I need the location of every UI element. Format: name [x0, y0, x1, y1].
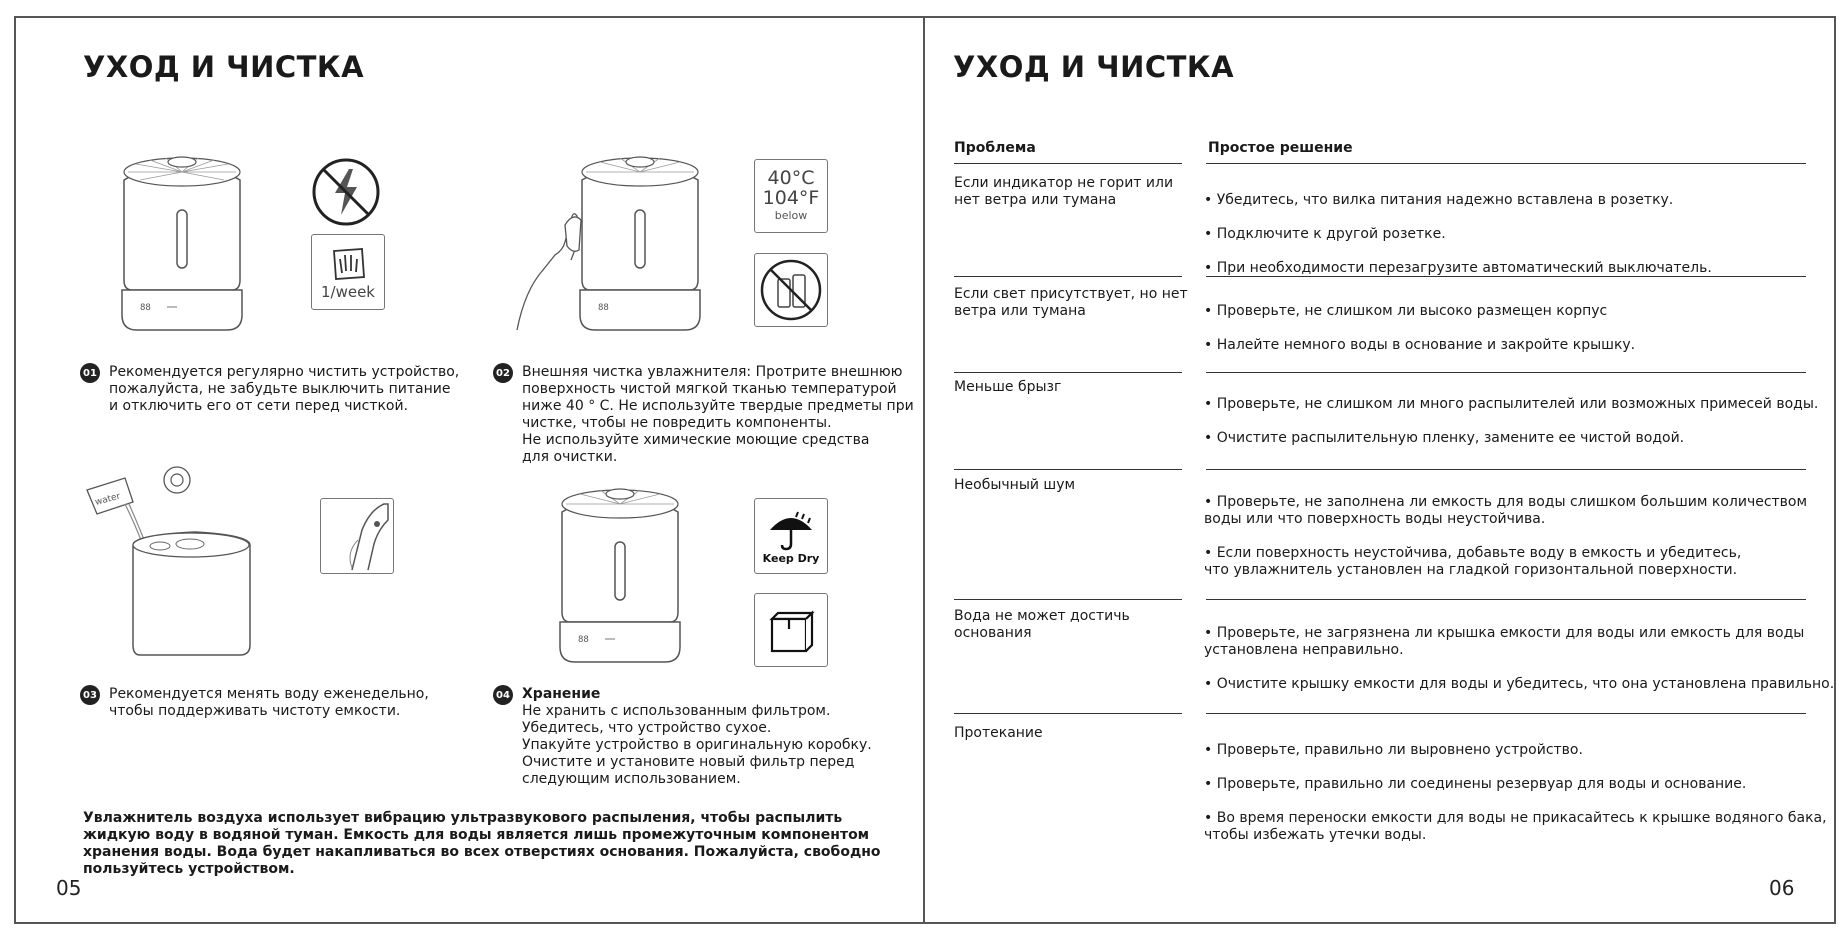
solution-line: • Очистите распылительную пленку, замените ее чистой водой.	[1204, 430, 1685, 446]
row-rule	[954, 276, 1182, 277]
pouring-water-illustration	[85, 460, 260, 660]
step-03	[80, 686, 429, 720]
package-icon	[766, 605, 816, 655]
no-power-icon	[311, 157, 381, 227]
page-divider	[923, 16, 925, 924]
right-page-number: 06	[1769, 876, 1795, 900]
humidifier-illustration-1	[112, 150, 252, 335]
row-rule	[954, 713, 1182, 714]
no-chemicals-icon-box	[754, 253, 828, 327]
problem-cell: Вода не может достичь основания	[954, 608, 1130, 641]
table-header-problem: Проблема	[954, 140, 1036, 156]
step-number: 02	[493, 363, 513, 383]
step-text: Рекомендуется регулярно чистить устройство, пожалуйста, не забудьте выключить питание и отключить его от сети перед чисткой.	[109, 364, 460, 414]
row-rule	[1206, 713, 1806, 714]
cloth-hand-icon	[326, 243, 370, 283]
week-label: 1/week	[320, 283, 375, 301]
keep-dry-label: Keep Dry	[762, 551, 820, 565]
solution-cell	[1204, 379, 1818, 464]
step-02	[493, 364, 914, 466]
problem-cell: Необычный шум	[954, 477, 1076, 493]
left-page-number: 05	[56, 876, 82, 900]
solution-line: • При необходимости перезагрузите автоматический выключатель.	[1204, 260, 1712, 276]
solution-line: • Проверьте, правильно ли соединены резервуар для воды и основание.	[1204, 776, 1747, 792]
solution-cell	[1204, 477, 1807, 596]
table-header-solution: Простое решение	[1208, 140, 1353, 156]
step-01	[80, 364, 459, 415]
solution-line: • Подключите к другой розетке.	[1204, 226, 1446, 242]
detail-nozzle-icon-box	[320, 498, 394, 574]
step-heading: Хранение	[522, 686, 601, 702]
right-page-title: УХОД И ЧИСТКА	[953, 50, 1235, 84]
humidifier-wiping-illustration	[515, 150, 710, 335]
row-rule	[1206, 276, 1806, 277]
keep-dry-icon-box	[754, 498, 828, 574]
svg-text:88: 88	[598, 303, 609, 313]
step-text: Внешняя чистка увлажнителя: Протрите внешнюю поверхность чистой мягкой тканью температурой ниже 40 ° C. Не используйте твердые предметы при чистке, чтобы не повредить компоненты. Не используйте химические моющие средства для очистки.	[522, 364, 914, 465]
water-label: water	[94, 491, 122, 508]
solution-line: • Очистите крышку емкости для воды и убедитесь, что она установлена правильно.	[1204, 676, 1835, 692]
solution-line: • Проверьте, не заполнена ли емкость для воды слишком большим количеством воды или что поверхность воды неустойчива.	[1204, 494, 1808, 527]
weekly-wipe-icon	[311, 234, 385, 310]
usage-note: Увлажнитель воздуха использует вибрацию ультразвукового распыления, чтобы распылить жидкую воду в водяной туман. Емкость для воды является лишь промежуточным компонентом хранения воды. Вода будет накапливаться во всех отверстиях основания. Пожалуйста, свободно пользуйтесь устройством.	[83, 810, 881, 877]
row-rule	[954, 599, 1182, 600]
solution-cell	[1204, 286, 1635, 371]
solution-line: • Проверьте, не слишком ли много распылителей или возможных примесей воды.	[1204, 396, 1819, 412]
problem-cell: Если индикатор не горит или нет ветра или тумана	[954, 175, 1174, 208]
solution-line: • Налейте немного воды в основание и закройте крышку.	[1204, 337, 1636, 353]
solution-line: • Проверьте, не загрязнена ли крышка емкости для воды или емкость для воды установлена неправильно.	[1204, 625, 1805, 658]
temp-fahrenheit: 104°F	[762, 187, 820, 209]
problem-cell: Протекание	[954, 725, 1043, 741]
row-rule	[1206, 469, 1806, 470]
solution-line: • Во время переноски емкости для воды не прикасайтесь к крышке водяного бака, чтобы избежать утечки воды.	[1204, 810, 1827, 843]
temp-celsius: 40°C	[767, 167, 815, 189]
problem-cell: Если свет присутствует, но нет ветра или тумана	[954, 286, 1188, 319]
step-number: 04	[493, 685, 513, 705]
svg-text:88: 88	[578, 635, 589, 645]
step-text: Не хранить с использованным фильтром. Убедитесь, что устройство сухое. Упакуйте устройство в оригинальную коробку. Очистите и установите новый фильтр перед следующим использованием.	[522, 703, 872, 787]
row-rule	[954, 469, 1182, 470]
temp-below: below	[774, 209, 808, 222]
solution-cell	[1204, 725, 1827, 861]
no-chemicals-icon	[758, 257, 824, 323]
step-number: 01	[80, 363, 100, 383]
step-04	[493, 686, 872, 788]
temperature-icon	[754, 159, 828, 233]
humidifier-illustration-2	[550, 482, 690, 667]
step-number: 03	[80, 685, 100, 705]
solution-cell	[1204, 608, 1834, 710]
header-rule-solution	[1206, 163, 1806, 164]
step-text: Рекомендуется менять воду еженедельно, чтобы поддерживать чистоту емкости.	[109, 686, 429, 719]
row-rule	[1206, 372, 1806, 373]
nozzle-detail-icon	[322, 500, 392, 572]
solution-line: • Проверьте, не слишком ли высоко размещен корпус	[1204, 303, 1608, 319]
box-icon-box	[754, 593, 828, 667]
problem-cell: Меньше брызг	[954, 379, 1062, 395]
row-rule	[954, 372, 1182, 373]
umbrella-icon	[766, 508, 816, 552]
left-page-title: УХОД И ЧИСТКА	[83, 50, 365, 84]
solution-line: • Убедитесь, что вилка питания надежно вставлена в розетку.	[1204, 192, 1674, 208]
solution-line: • Если поверхность неустойчива, добавьте воду в емкость и убедитесь, что увлажнитель установлен на гладкой горизонтальной поверхности.	[1204, 545, 1742, 578]
solution-line: • Проверьте, правильно ли выровнено устройство.	[1204, 742, 1583, 758]
header-rule-problem	[954, 163, 1182, 164]
row-rule	[1206, 599, 1806, 600]
svg-text:88: 88	[140, 303, 151, 313]
